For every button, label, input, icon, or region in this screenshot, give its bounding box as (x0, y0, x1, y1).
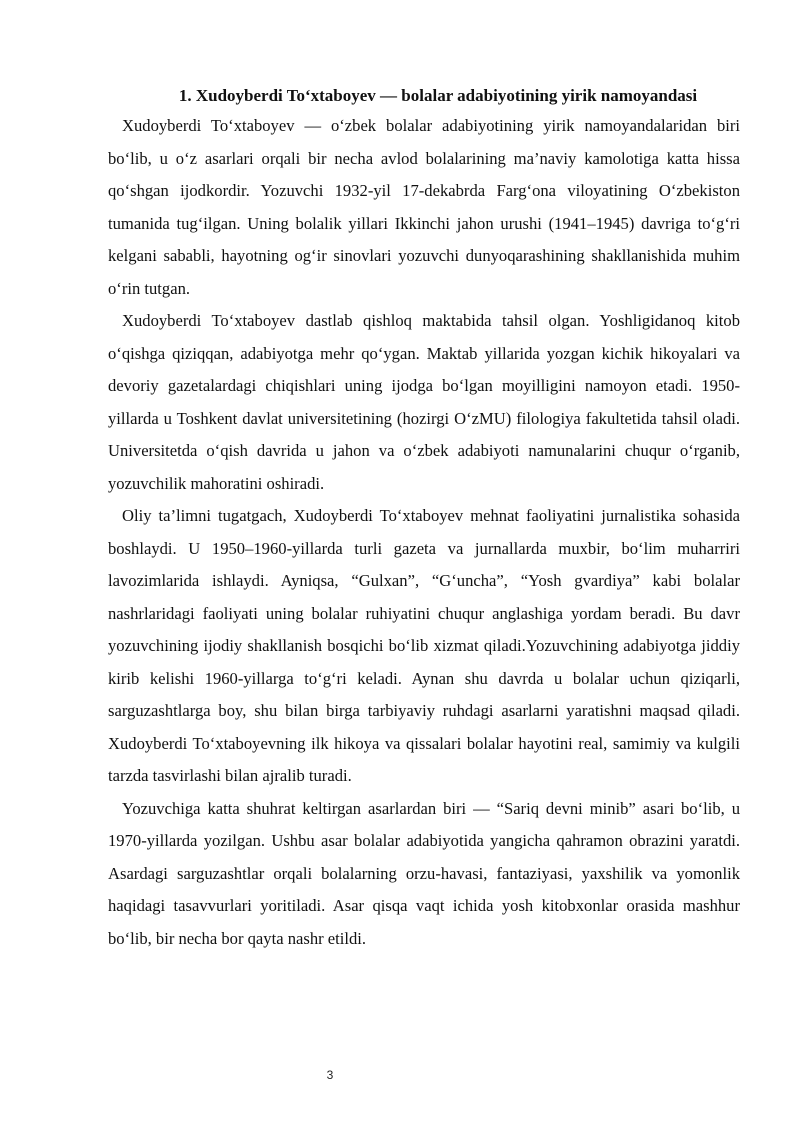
document-page (108, 82, 740, 955)
page-number: 3 (326, 1068, 334, 1082)
section-title: 1. Xudoyberdi To‘xtaboyev — bolalar adabiyotining yirik namoyandasi (178, 86, 698, 105)
paragraph-3: Oliy ta’limni tugatgach, Xudoyberdi To‘xtaboyev mehnat faoliyatini jurnalistika sohasida boshlaydi. U 1950–1960-yillarda turli gazeta va jurnallarda muxbir, bo‘lim muharriri lavozimlarida ishlaydi. Ayniqsa, “Gulxan”, “G‘uncha”, “Yosh gvardiya” kabi bolalar nashrlaridagi faoliyati uning bolalar ruhiyatini chuqur anglashiga yordam beradi. Bu davr yozuvchining ijodiy shakllanish bosqichi bo‘lib xizmat qiladi.Yozuvchining adabiyotga jiddiy kirib kelishi 1960-yillarga to‘g‘ri keladi. Aynan shu davrda u bolalar uchun qiziqarli, sarguzashtlarga boy, shu bilan birga tarbiyaviy ruhdagi asarlarni yaratishni maqsad qiladi. Xudoyberdi To‘xtaboyevning ilk hikoya va qissalari bolalar hayotini real, samimiy va kulgili tarzda tasvirlashi bilan ajralib turadi. (108, 506, 740, 785)
paragraph-1: Xudoyberdi To‘xtaboyev — o‘zbek bolalar adabiyotining yirik namoyandalaridan biri bo‘lib, u o‘z asarlari orqali bir necha avlod bolalarining ma’naviy kamolotiga katta hissa qo‘shgan ijodkordir. Yozuvchi 1932-yil 17-dekabrda Farg‘ona viloyatining O‘zbekiston tumanida tug‘ilgan. Uning bolalik yillari Ikkinchi jahon urushi (1941–1945) davriga to‘g‘ri kelgani sababli, hayotning og‘ir sinovlari yozuvchi dunyoqarashining shakllanishida muhim o‘rin tutgan. (108, 116, 740, 298)
paragraph-4: Yozuvchiga katta shuhrat keltirgan asarlardan biri — “Sariq devni minib” asari bo‘lib, u 1970-yillarda yozilgan. Ushbu asar bolalar adabiyotida yangicha qahramon obrazini yaratdi. Asardagi sarguzashtlar orqali bolalarning orzu-havasi, fantaziyasi, yaxshilik va yomonlik haqidagi tasavvurlari yoritiladi. Asar qisqa vaqt ichida yosh kitobxonlar orasida mashhur bo‘lib, bir necha bor qayta nashr etildi. (108, 798, 740, 948)
paragraph-2: Xudoyberdi To‘xtaboyev dastlab qishloq maktabida tahsil olgan. Yoshligidanoq kitob o‘qishga qiziqqan, adabiyotga mehr qo‘ygan. Maktab yillarida yozgan kichik hikoyalari va devoriy gazetalardagi chiqishlari uning ijodga bo‘lgan moyilligini namoyon etadi. 1950-yillarda u Toshkent davlat universitetining (hozirgi O‘zMU) filologiya fakultetida tahsil oladi. Universitetda o‘qish davrida u jahon va o‘zbek adabiyoti namunalarini chuqur o‘rganib, yozuvchilik mahoratini oshiradi. (108, 311, 740, 493)
